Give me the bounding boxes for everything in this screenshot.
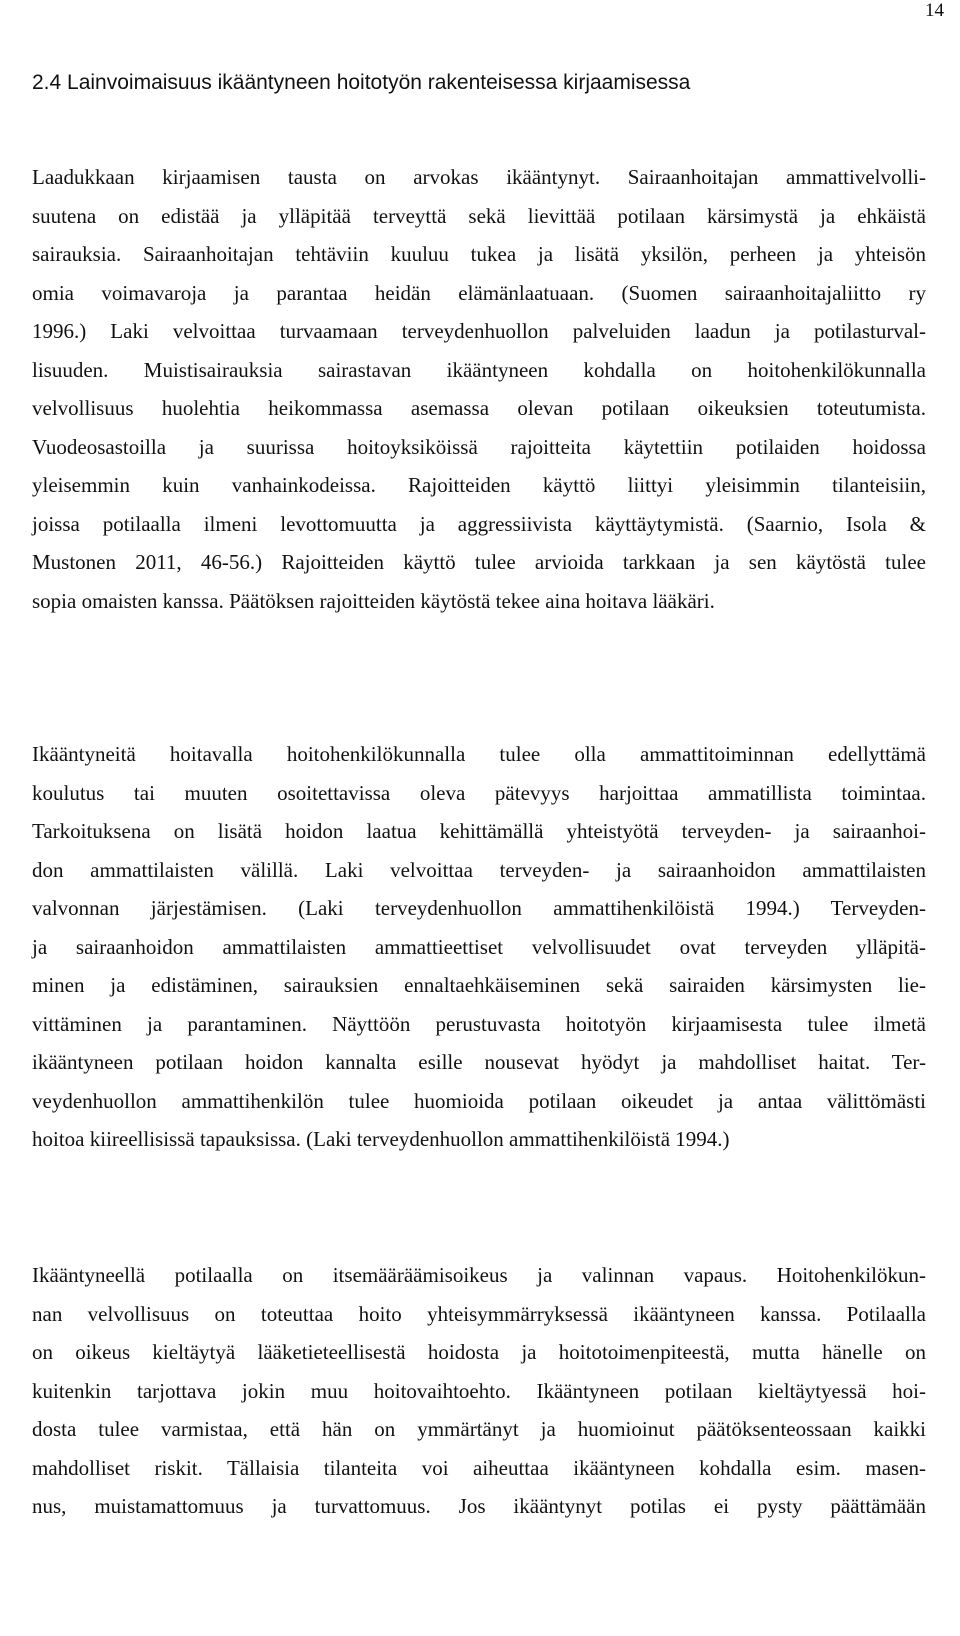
paragraph-line: lisuuden. Muistisairauksia sairastavan ikääntyneen kohdalla on hoitohenkilökunnalla (32, 357, 926, 382)
paragraph-line: sairauksia. Sairaanhoitajan tehtäviin kuuluu tukea ja lisätä yksilön, perheen ja yhteisön (32, 242, 926, 266)
paragraph-line: nan velvollisuus on toteuttaa hoito yhteisymmärryksessä ikääntyneen kanssa. Potilaalla (32, 1301, 926, 1326)
paragraph-line: Mustonen 2011, 46-56.) Rajoitteiden käyttö tulee arvioida tarkkaan ja sen käytöstä tulee (32, 550, 926, 574)
paragraph-line: ikääntyneen potilaan hoidon kannalta esille nousevat hyödyt ja mahdolliset haitat. Ter- (32, 1050, 926, 1074)
paragraph-line: 1996.) Laki velvoittaa turvaamaan terveydenhuollon palveluiden laadun ja potilasturval- (32, 319, 926, 343)
paragraph-line: koulutus tai muuten osoitettavissa oleva pätevyys harjoittaa ammatillista toimintaa. (32, 780, 926, 805)
paragraph-line: velvollisuus huolehtia heikommassa asemassa olevan potilaan oikeuksien toteutumista. (32, 396, 926, 420)
paragraph-line: Ikääntyneellä potilaalla on itsemääräämisoikeus ja valinnan vapaus. Hoitohenkilökun- (32, 1263, 926, 1287)
paragraph-line: sopia omaisten kanssa. Päätöksen rajoitteiden käytöstä tekee aina hoitava lääkäri. (32, 588, 715, 613)
paragraph-line: valvonnan järjestämisen. (Laki terveydenhuollon ammattihenkilöistä 1994.) Terveyden- (32, 896, 926, 920)
paragraph-line: Vuodeosastoilla ja suurissa hoitoyksiköissä rajoitteita käytettiin potilaiden hoidossa (32, 434, 926, 459)
paragraph-line: omia voimavaroja ja parantaa heidän elämänlaatuaan. (Suomen sairaanhoitajaliitto ry (32, 280, 926, 305)
paragraph-line: Tarkoituksena on lisätä hoidon laatua kehittämällä yhteistyötä terveyden- ja sairaanhoi- (32, 819, 926, 843)
paragraph-line: Laadukkaan kirjaamisen tausta on arvokas ikääntynyt. Sairaanhoitajan ammattivelvolli- (32, 165, 926, 189)
page-number: 14 (925, 0, 944, 21)
section-heading: 2.4 Lainvoimaisuus ikääntyneen hoitotyön rakenteisessa kirjaamisessa (32, 71, 691, 94)
paragraph-line: nus, muistamattomuus ja turvattomuus. Jos ikääntynyt potilas ei pysty päättämään (32, 1494, 926, 1518)
paragraph-line: joissa potilaalla ilmeni levottomuutta ja aggressiivista käyttäytymistä. (Saarnio, Isola & (32, 511, 926, 536)
paragraph-line: dosta tulee varmistaa, että hän on ymmärtänyt ja huomioinut päätöksenteossaan kaikki (32, 1417, 926, 1441)
paragraph-line: yleisemmin kuin vanhainkodeissa. Rajoitteiden käyttö liittyi yleisimmin tilanteisiin, (32, 473, 926, 497)
paragraph-line: suutena on edistää ja ylläpitää terveyttä sekä lievittää potilaan kärsimystä ja ehkäistä (32, 203, 926, 228)
paragraph-line: vittäminen ja parantaminen. Näyttöön perustuvasta hoitotyön kirjaamisesta tulee ilmetä (32, 1011, 926, 1036)
paragraph-line: mahdolliset riskit. Tällaisia tilanteita voi aiheuttaa ikääntyneen kohdalla esim. masen- (32, 1455, 926, 1480)
paragraph-line: don ammattilaisten välillä. Laki velvoittaa terveyden- ja sairaanhoidon ammattilaisten (32, 857, 926, 882)
paragraph-line: Ikääntyneitä hoitavalla hoitohenkilökunnalla tulee olla ammattitoiminnan edellyttämä (32, 742, 926, 766)
paragraph-line: on oikeus kieltäytyä lääketieteellisestä hoidosta ja hoitotoimenpiteestä, mutta hänelle on (32, 1340, 926, 1364)
paragraph-line: minen ja edistäminen, sairauksien ennaltaehkäiseminen sekä sairaiden kärsimysten lie- (32, 973, 926, 997)
paragraph-line: kuitenkin tarjottava jokin muu hoitovaihtoehto. Ikääntyneen potilaan kieltäytyessä hoi- (32, 1378, 926, 1403)
paragraph-line: veydenhuollon ammattihenkilön tulee huomioida potilaan oikeudet ja antaa välittömästi (32, 1088, 926, 1113)
paragraph-line: ja sairaanhoidon ammattilaisten ammattieettiset velvollisuudet ovat terveyden ylläpitä- (32, 934, 926, 959)
paragraph-line: hoitoa kiireellisissä tapauksissa. (Laki terveydenhuollon ammattihenkilöistä 1994.) (32, 1127, 730, 1151)
